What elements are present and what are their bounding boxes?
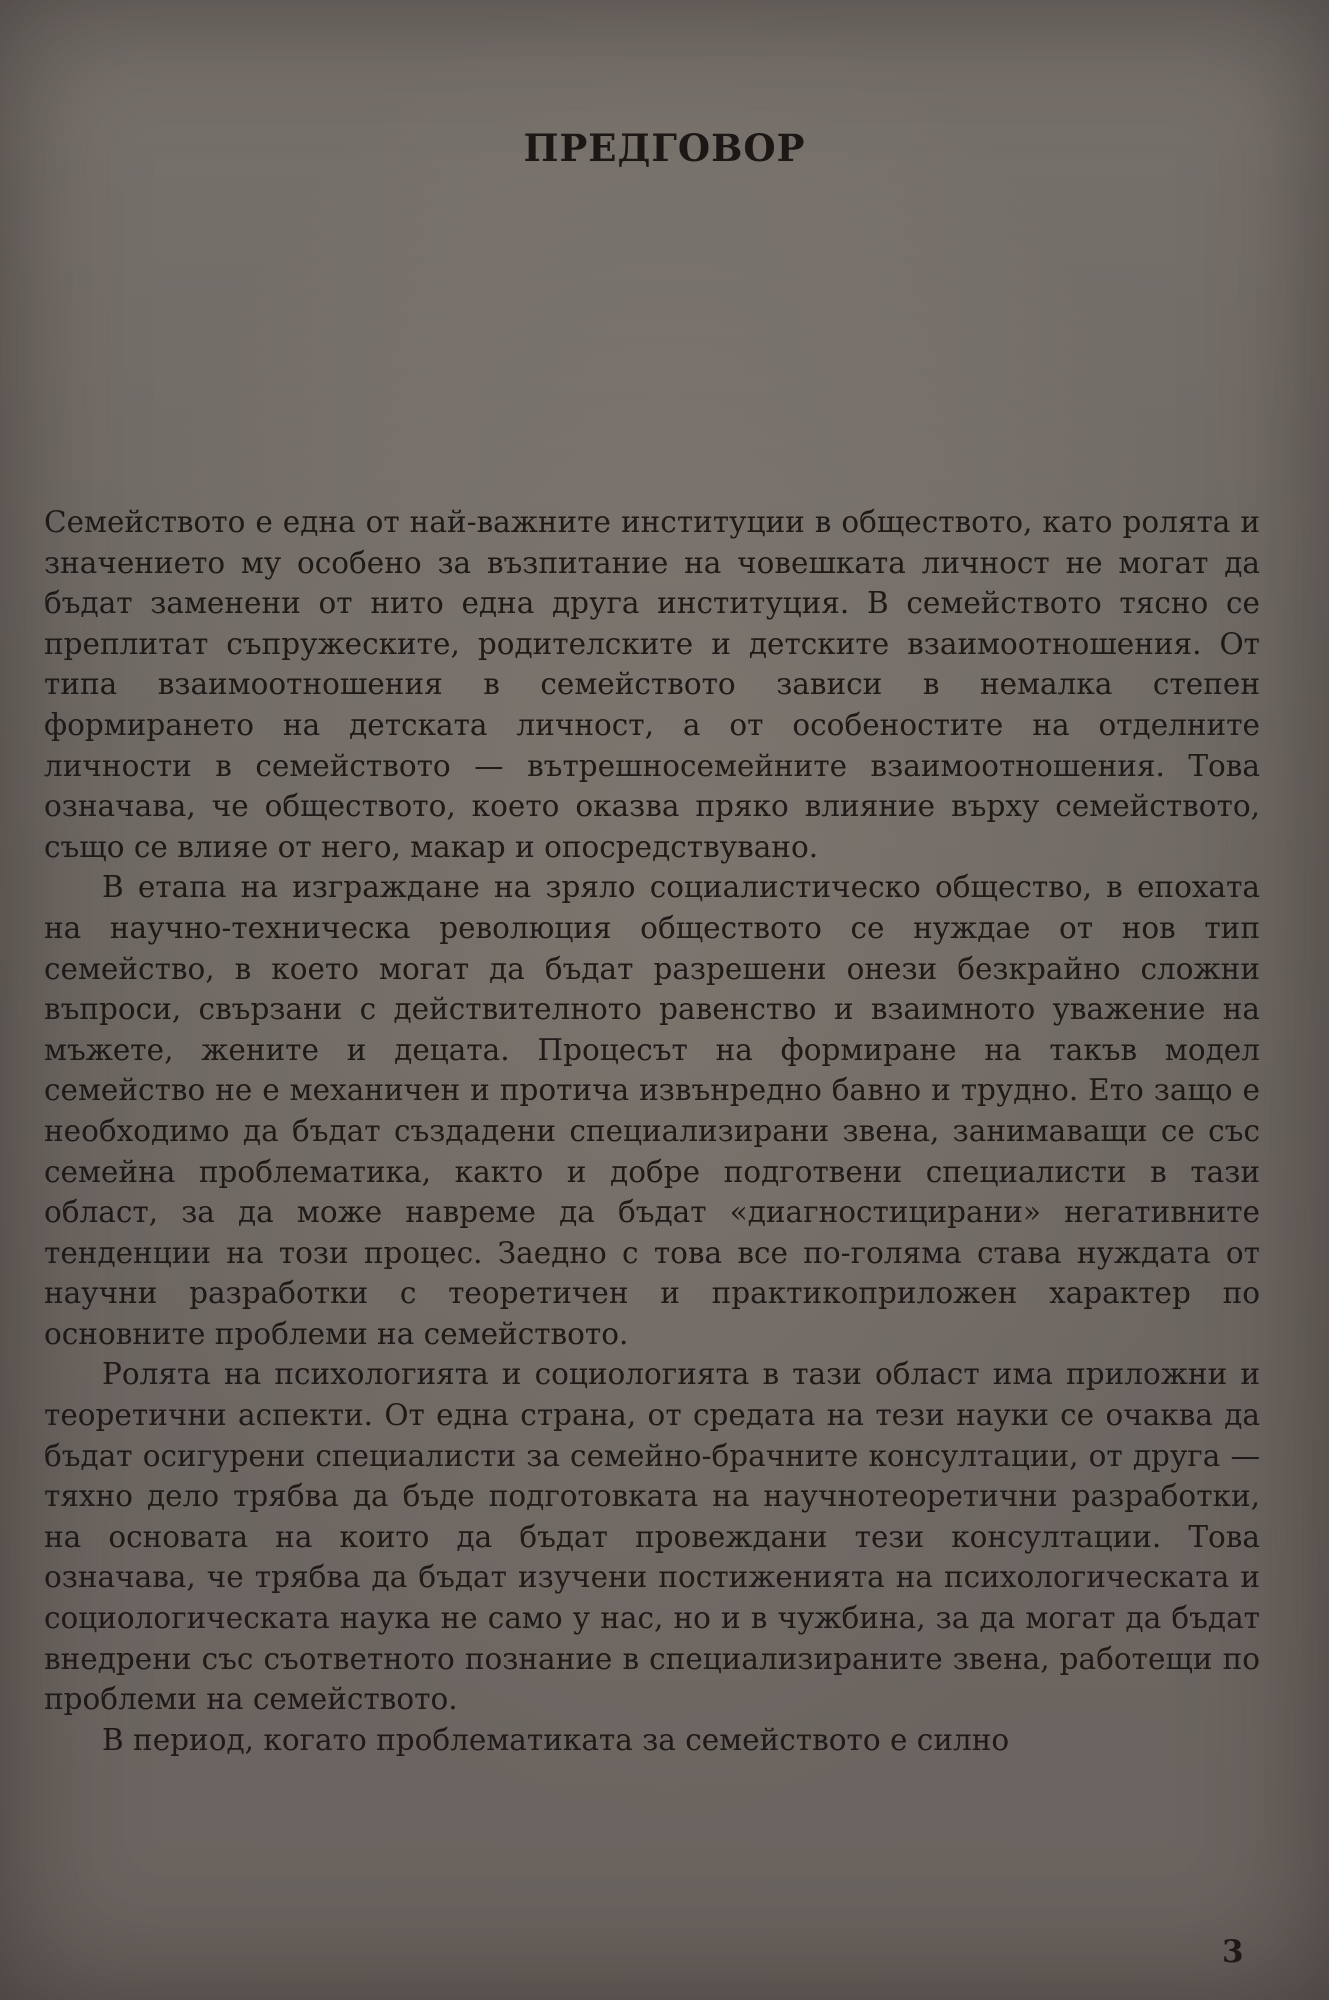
page-title: ПРЕДГОВОР [523, 126, 806, 170]
paragraph: Семейството е една от най-важните институции в обществото, като ролята и значението му особено за възпитание на човешката личност не могат да бъдат заменени от нито една друга институция. В семейството тясно се преплитат съпружеските, родителските и детските взаимоотношения. От типа взаимоотношения в семейството зависи в немалка степен формирането на детската личност, а от особеностите на отделните личности в семейството — вътрешносемейните взаимоотношения. Това означава, че обществото, което оказва пряко влияние върху семейството, също се влияе от него, макар и опосредствувано. [44, 505, 1260, 864]
paragraph: Ролята на психологията и социологията в тази област има приложни и теоретични аспекти. От една страна, от средата на тези науки се очаква да бъдат осигурени специалисти за семейно-брачните консултации, от друга — тяхно дело трябва да бъде подготовката на научнотеоретични разработки, на основата на които да бъдат провеждани тези консултации. Това означава, че трябва да бъдат изучени постиженията на психологическата и социологическата наука не само у нас, но и в чужбина, за да могат да бъдат внедрени със съответното познание в специализираните звена, работещи по проблеми на семейството. [44, 1357, 1260, 1717]
page-number: 3 [1222, 1934, 1244, 1970]
paragraph: В период, когато проблематиката за семейството е силно [102, 1722, 1010, 1757]
paragraph: В етапа на изграждане на зряло социалистическо общество, в епохата на научно-техническа революция обществото се нуждае от нов тип семейство, в което могат да бъдат разрешени онези безкрайно сложни въпроси, свързани с действителното равенство и взаимното уважение на мъжете, жените и децата. Процесът на формиране на такъв модел семейство не е механичен и протича извънредно бавно и трудно. Ето защо е необходимо да бъдат създадени специализирани звена, занимаващи се със семейна проблематика, както и добре подготвени специалисти в тази област, за да може навреме да бъдат «диагностицирани» негативните тенденции на този процес. Заедно с това все по-голяма става нуждата от научни разработки с теоретичен и практикоприложен характер по основните проблеми на семейството. [44, 870, 1260, 1351]
body-text [44, 502, 1260, 1760]
